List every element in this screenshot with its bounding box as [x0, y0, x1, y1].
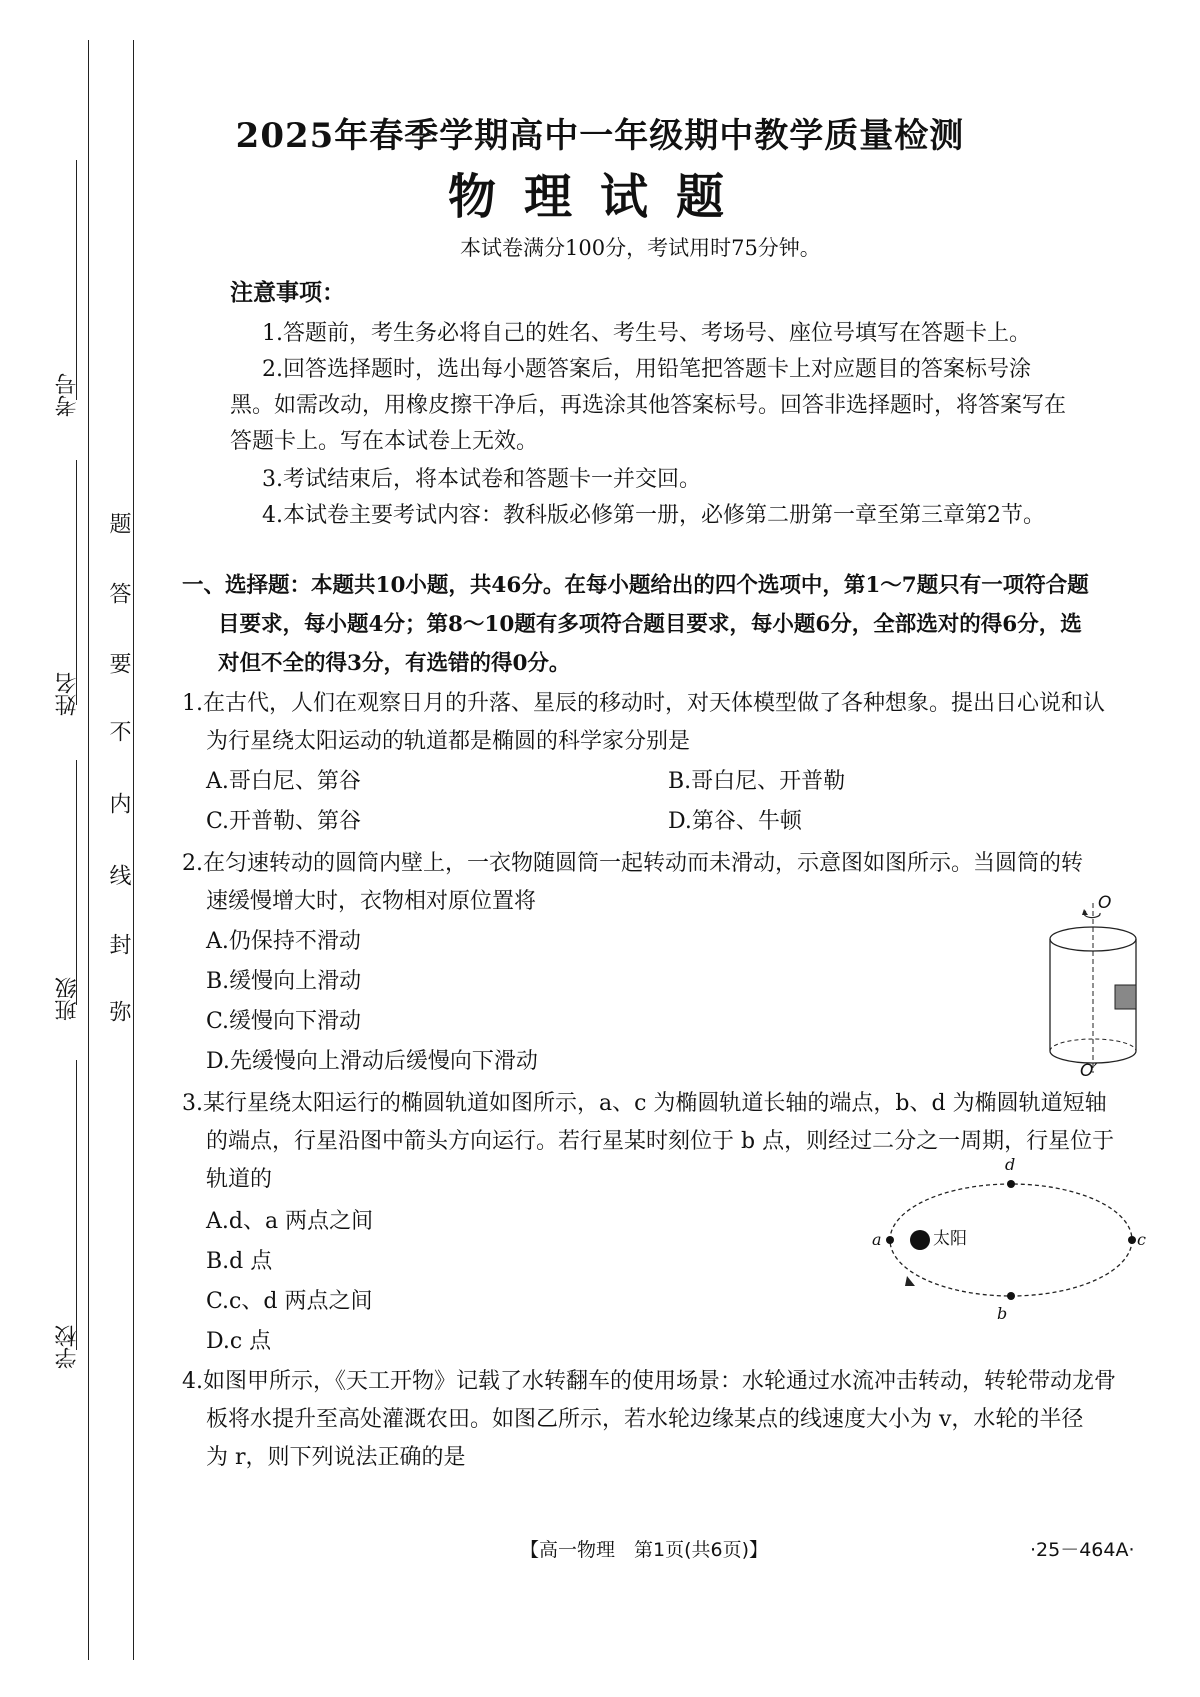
seal-char: 题	[106, 512, 131, 534]
orbit-label-c: c	[1137, 1230, 1146, 1249]
option-c: C.c、d 两点之间	[206, 1289, 373, 1314]
notes-heading: 注意事项：	[230, 280, 345, 306]
option-c: C.缓慢向下滑动	[206, 1009, 362, 1034]
question-stem: 4.如图甲所示，《天工开物》记载了水转翻车的使用场景：水轮通过水流冲击转动，转轮带动龙骨	[182, 1369, 1116, 1394]
question-stem: 为 r，则下列说法正确的是	[206, 1445, 466, 1470]
score-info: 本试卷满分100分，考试用时75分钟。	[460, 236, 821, 260]
question-stem: 板将水提升至高处灌溉农田。如图乙所示，若水轮边缘某点的线速度大小为 v，水轮的半径	[206, 1407, 1084, 1432]
orbit-label-a: a	[872, 1230, 882, 1249]
option-d: D.c 点	[206, 1329, 272, 1354]
orbit-label-sun: 太阳	[933, 1229, 967, 1249]
option-d: D.第谷、牛顿	[668, 809, 802, 834]
page-footer: 【高一物理 第1页(共6页)】	[520, 1539, 769, 1561]
question-stem: 的端点，行星沿图中箭头方向运行。若行星某时刻位于 b 点，则经过二分之一周期，行星位于	[206, 1129, 1115, 1154]
margin-line-right	[133, 40, 134, 1660]
question-stem: 速缓慢增大时，衣物相对原位置将	[206, 889, 537, 914]
notes-line: 3.考试结束后，将本试卷和答题卡一并交回。	[262, 467, 701, 492]
option-b: B.哥白尼、开普勒	[668, 769, 846, 794]
cylinder-figure	[1040, 895, 1170, 1075]
seal-char: 内	[106, 792, 131, 814]
seal-char: 要	[106, 652, 131, 674]
notes-line: 2.回答选择题时，选出每小题答案后，用铅笔把答题卡上对应题目的答案标号涂	[262, 357, 1031, 382]
option-a: A.d、a 两点之间	[206, 1209, 374, 1234]
option-b: B.缓慢向上滑动	[206, 969, 362, 994]
option-d: D.先缓慢向上滑动后缓慢向下滑动	[206, 1049, 538, 1074]
exam-header: 2025年春季学期高中一年级期中教学质量检测	[235, 116, 965, 156]
notes-line: 4.本试卷主要考试内容：教科版必修第一册，必修第二册第一章至第三章第2节。	[262, 503, 1045, 528]
question-stem: 2.在匀速转动的圆筒内壁上，一衣物随圆筒一起转动而未滑动，示意图如图所示。当圆筒的转	[182, 851, 1083, 876]
question-stem: 1.在古代，人们在观察日月的升落、星辰的移动时，对天体模型做了各种想象。提出日心说和认	[182, 691, 1105, 716]
seal-char: 弥	[106, 1000, 131, 1022]
question-stem: 3.某行星绕太阳运行的椭圆轨道如图所示，a、c 为椭圆轨道长轴的端点，b、d 为椭圆轨道短轴	[182, 1091, 1107, 1116]
figure-label-o-prime: O′	[1080, 1061, 1098, 1081]
notes-line: 黑。如需改动，用橡皮擦干净后，再选涂其他答案标号。回答非选择题时，将答案写在	[230, 393, 1067, 418]
option-b: B.d 点	[206, 1249, 273, 1274]
option-a: A.哥白尼、第谷	[206, 769, 361, 794]
field-label-kaohao: 考号	[55, 373, 80, 417]
section-heading-line: 一、选择题：本题共10小题，共46分。在每小题给出的四个选项中，第1～7题只有一项符合题	[182, 573, 1089, 598]
seal-char: 线	[106, 864, 131, 886]
exam-subject: 物理试题	[447, 169, 752, 225]
seal-char: 答	[106, 582, 131, 604]
section-heading-line: 对但不全的得3分，有选错的得0分。	[218, 651, 571, 676]
orbit-label-b: b	[997, 1304, 1008, 1323]
question-stem: 为行星绕太阳运动的轨道都是椭圆的科学家分别是	[206, 729, 691, 754]
field-underline-banji	[76, 760, 77, 1005]
seal-char: 封	[106, 933, 131, 955]
question-stem: 轨道的	[206, 1167, 273, 1192]
orbit-label-d: d	[1005, 1155, 1016, 1174]
exam-code: ·25－464A·	[1030, 1539, 1135, 1561]
field-label-xuexiao: 学校	[55, 1325, 80, 1369]
notes-line: 1.答题前，考生务必将自己的姓名、考生号、考场号、座位号填写在答题卡上。	[262, 321, 1031, 346]
field-label-banji: 班级	[55, 977, 80, 1021]
section-heading-line: 目要求，每小题4分；第8～10题有多项符合题目要求，每小题6分，全部选对的得6分，选	[218, 612, 1082, 637]
seal-char: 不	[106, 720, 131, 742]
margin-line-left	[88, 40, 89, 1660]
field-label-xingming: 姓名	[55, 672, 80, 716]
field-underline-xuexiao	[76, 1060, 77, 1350]
option-c: C.开普勒、第谷	[206, 809, 362, 834]
field-underline-xingming	[76, 460, 77, 705]
option-a: A.仍保持不滑动	[206, 929, 361, 954]
notes-line: 答题卡上。写在本试卷上无效。	[230, 429, 539, 454]
figure-label-o: O	[1098, 893, 1112, 913]
orbit-figure	[885, 1170, 1145, 1330]
